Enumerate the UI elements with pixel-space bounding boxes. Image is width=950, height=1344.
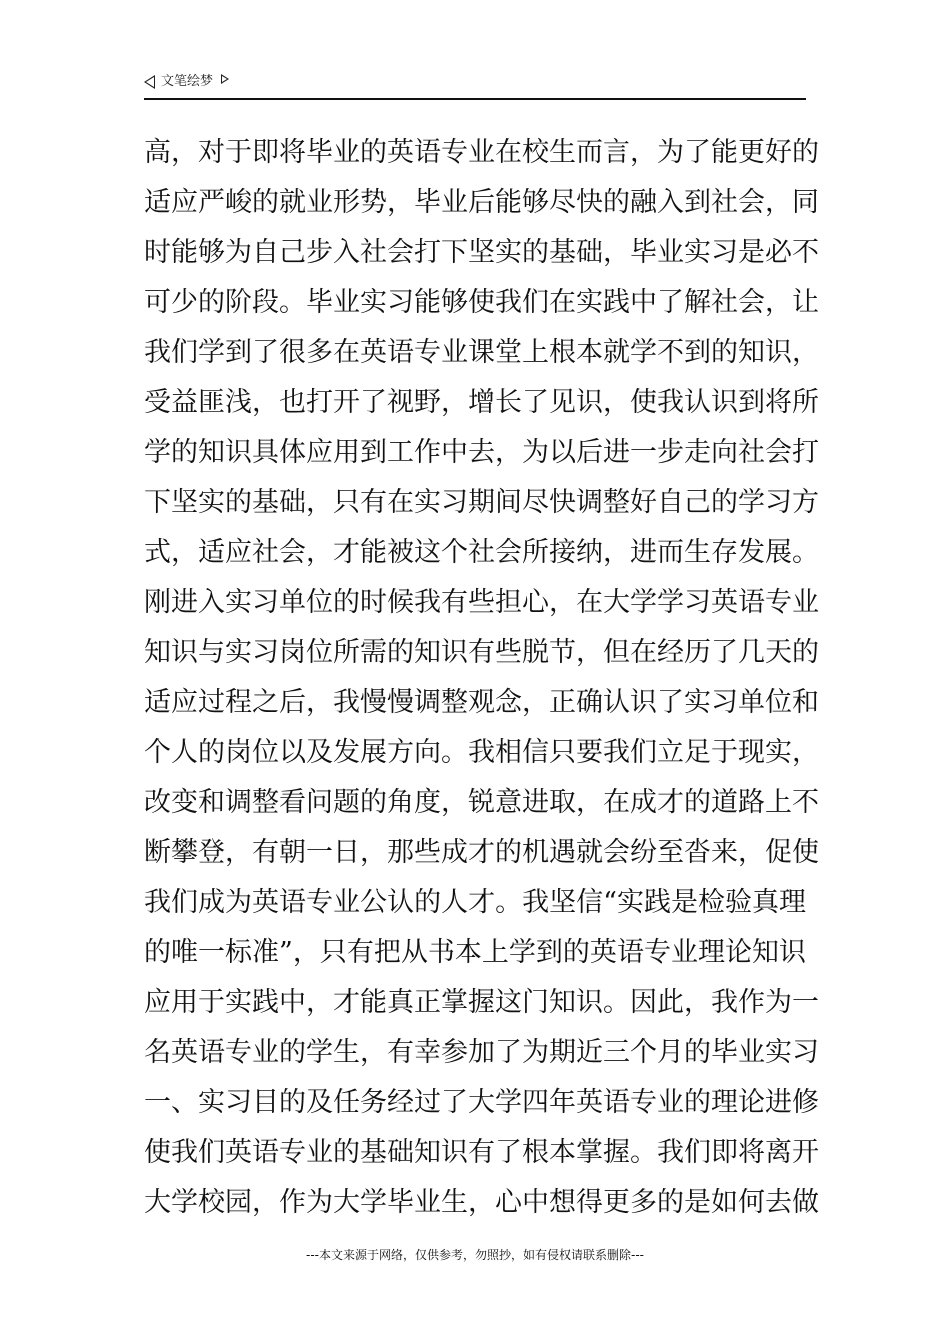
body-line: 受益匪浅，也打开了视野，增长了见识，使我认识到将所: [144, 387, 819, 418]
body-line: 刚进入实习单位的时候我有些担心，在大学学习英语专业: [144, 587, 819, 618]
body-line: 大学校园，作为大学毕业生，心中想得更多的是如何去做: [144, 1187, 819, 1218]
body-line: 高，对于即将毕业的英语专业在校生而言，为了能更好的: [144, 137, 819, 168]
body-line: 应用于实践中，才能真正掌握这门知识。因此，我作为一: [144, 987, 819, 1018]
body-line: 使我们英语专业的基础知识有了根本掌握。我们即将离开: [144, 1137, 819, 1168]
body-line: 名英语专业的学生，有幸参加了为期近三个月的毕业实习: [144, 1037, 819, 1068]
body-line: 的唯一标准”，只有把从书本上学到的英语专业理论知识: [144, 937, 806, 968]
left-triangle-icon: [144, 75, 155, 89]
page-header: [144, 70, 806, 100]
body-line: 时能够为自己步入社会打下坚实的基础，毕业实习是必不: [144, 237, 819, 268]
body-line: 学的知识具体应用到工作中去，为以后进一步走向社会打: [144, 437, 819, 468]
body-line: 适应过程之后，我慢慢调整观念，正确认识了实习单位和: [144, 687, 819, 718]
body-line: 一、实习目的及任务经过了大学四年英语专业的理论进修: [144, 1087, 819, 1118]
right-triangle-icon: [221, 74, 229, 84]
page-footer: ---本文来源于网络，仅供参考，勿照抄，如有侵权请联系删除---: [306, 1248, 644, 1262]
body-line: 我们学到了很多在英语专业课堂上根本就学不到的知识，: [144, 337, 819, 368]
header-brand-text: 文笔绘梦: [161, 74, 214, 89]
body-line: 式，适应社会，才能被这个社会所接纳，进而生存发展。: [144, 537, 819, 568]
document-body: [144, 128, 819, 1228]
body-line: 适应严峻的就业形势，毕业后能够尽快的融入到社会，同: [144, 187, 819, 218]
body-line: 我们成为英语专业公认的人才。我坚信“实践是检验真理: [144, 887, 806, 918]
body-line: 知识与实习岗位所需的知识有些脱节，但在经历了几天的: [144, 637, 819, 668]
body-line: 个人的岗位以及发展方向。我相信只要我们立足于现实，: [144, 737, 819, 768]
body-line: 改变和调整看问题的角度，锐意进取，在成才的道路上不: [144, 787, 819, 818]
body-line: 断攀登，有朝一日，那些成才的机遇就会纷至沓来，促使: [144, 837, 819, 868]
header-brand: [144, 74, 229, 90]
body-line: 下坚实的基础，只有在实习期间尽快调整好自己的学习方: [144, 487, 819, 518]
body-line: 可少的阶段。毕业实习能够使我们在实践中了解社会，让: [144, 287, 819, 318]
